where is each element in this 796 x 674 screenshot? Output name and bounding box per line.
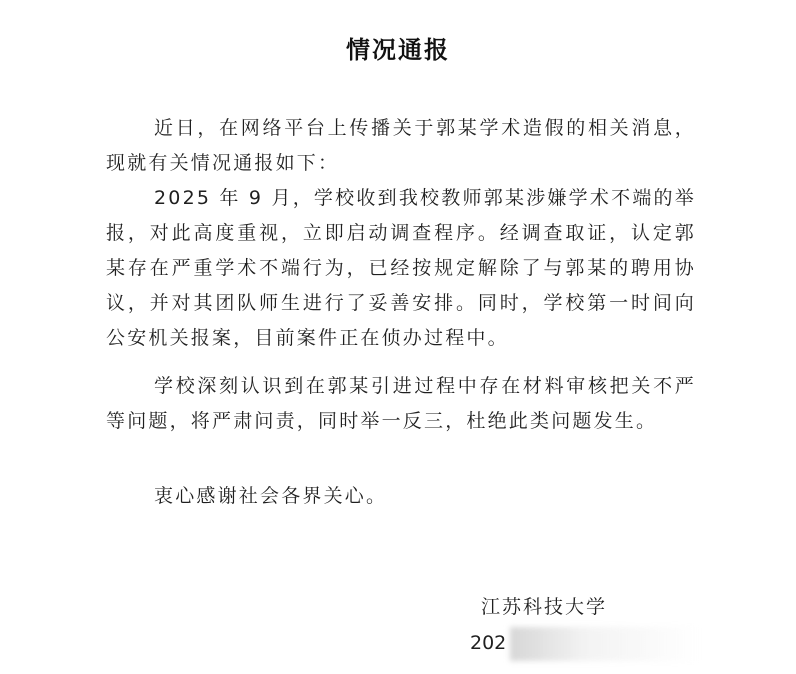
paragraph-thanks: 衷心感谢社会各界关心。 bbox=[154, 485, 388, 507]
paragraph-investigation: 2025 年 9 月，学校收到我校教师郭某涉嫌学术不端的举报，对此高度重视，立即启动调查程序。经调查取证，认定郭某存在严重学术不端行为，已经按规定解除了与郭某的聘用协议，并对其团队师生进行了妥善安排。同时，学校第一时间向公安机关报案，目前案件正在侦办过程中。 bbox=[106, 187, 696, 349]
document-title: 情况通报 bbox=[346, 36, 450, 64]
signature-organization: 江苏科技大学 bbox=[481, 596, 608, 618]
paragraph-intro: 近日，在网络平台上传播关于郭某学术造假的相关消息，现就有关情况通报如下： bbox=[106, 117, 696, 174]
redacted-date-blur bbox=[510, 627, 700, 661]
paragraph-accountability: 学校深刻认识到在郭某引进过程中存在材料审核把关不严等问题，将严肃问责，同时举一反三，杜绝此类问题发生。 bbox=[106, 375, 696, 432]
signature-date: 202 bbox=[470, 632, 507, 654]
